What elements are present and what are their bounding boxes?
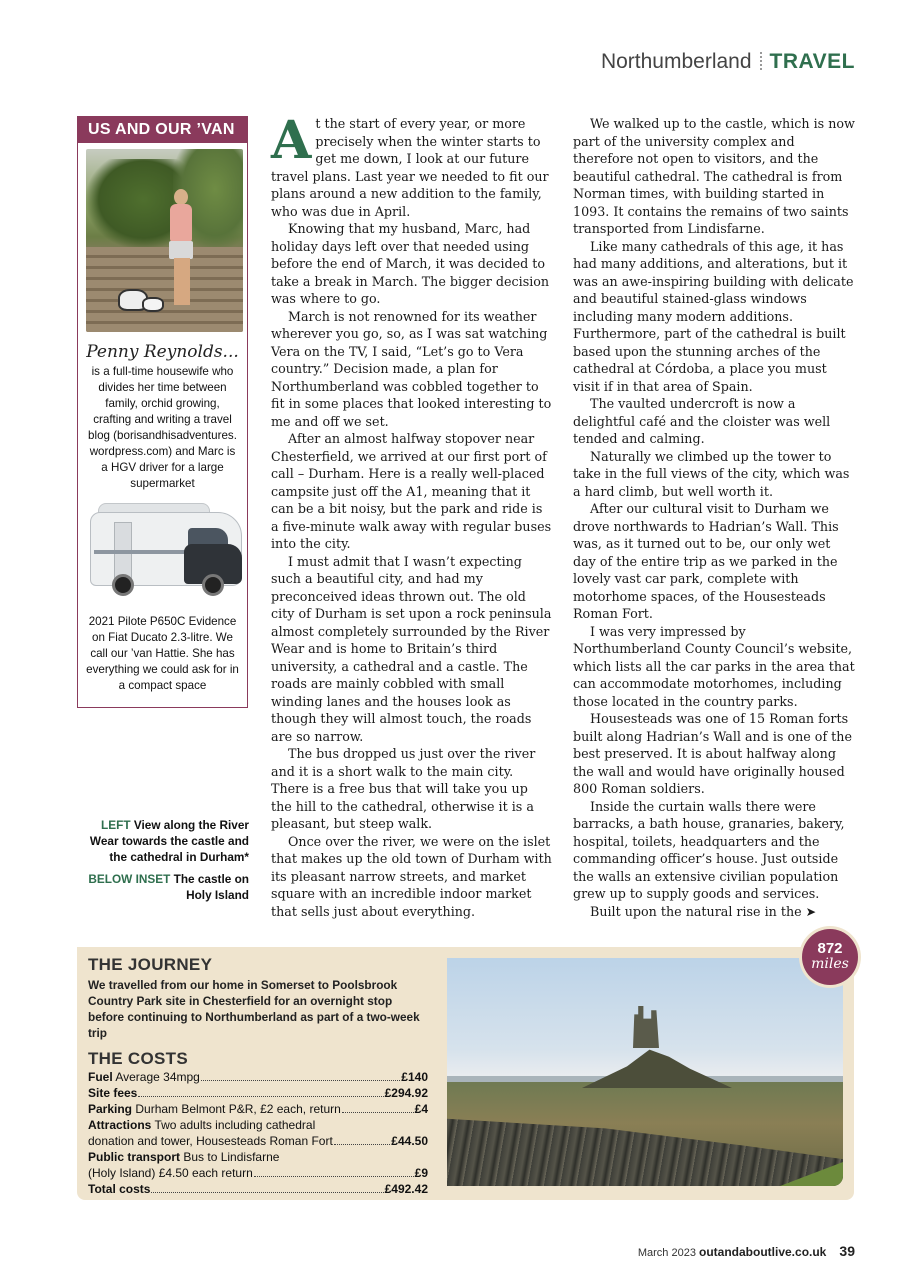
caption-inset-label: BELOW INSET [88, 872, 171, 886]
paragraph: Housesteads was one of 15 Roman forts built along Hadrian’s Wall and is one of the best preserved. It is about halfway along the wall and would have originally housed 800 Roman soldiers. [573, 711, 852, 796]
cost-row-cont: donation and tower, Housesteads Roman Fort £44.50 [88, 1134, 428, 1148]
miles-badge [802, 929, 858, 985]
paragraph: The vaulted undercroft is now a delightful café and the cloister was well tended and calming. [573, 396, 831, 446]
issue-date: March 2023 [637, 1247, 696, 1259]
journey-title: THE JOURNEY [88, 955, 213, 974]
drop-cap: A [271, 110, 312, 171]
website: outandaboutlive.co.uk [699, 1245, 827, 1259]
paragraph: March is not renowned for its weather wherever you go, so, as I was sat watching Vera on the TV, I said, “Let’s go to Vera country.” Decision made, a plan for Northumberland was cobbled together to fit in some places that looked interesting to me and off we set. [271, 308, 552, 429]
paragraph: Once over the river, we were on the islet that makes up the old town of Durham with its pleasant narrow streets, and market square with an incredible indoor market that sells just about everything. [271, 833, 552, 919]
journey-box [77, 947, 854, 1200]
category-name: TRAVEL [769, 50, 855, 73]
holy-island-photo [447, 958, 843, 1186]
cost-row: Public transport Bus to Lindisfarne [88, 1150, 280, 1164]
cost-row: Attractions Two adults including cathedral [88, 1118, 316, 1132]
section-name: Northumberland [600, 50, 752, 73]
paragraph: Naturally we climbed up the tower to take in the full views of the city, which was a hard climb, but well worth it. [573, 448, 850, 499]
miles-unit: miles [811, 956, 849, 972]
paragraph: Like many cathedrals of this age, it has had many additions, and alterations, but it was an awe-inspiring building with delicate and beautiful stained-glass windows including many modern additions. Furthermore, part of the cathedral is built based upon the stunning arches of the cathedral at Córdoba, a place you must visit if in that area of Spain. [573, 238, 854, 394]
author-name: Penny Reynolds... [86, 342, 239, 362]
caption-left-text: View along the River Wear towards the castle and the cathedral in Durham* [89, 818, 249, 864]
page-number: 39 [839, 1243, 855, 1259]
total-costs-row: Total costs £492.42 [88, 1182, 428, 1196]
motorhome-caption: 2021 Pilote P650C Evidence on Fiat Ducato 2.3-litre. We call our ’van Hattie. She has everything we could ask for in a compact space [86, 615, 239, 692]
paragraph: I must admit that I wasn’t expecting such a beautiful city, and had my preconceived ideas thrown out. The old city of Durham is set upon a rock peninsula almost completely surrounded by the River Wear and is home to Britain’s third university, a cathedral and a castle. The roads are mainly cobbled with small winding lanes and the houses look as though they will almost touch, the roads are so narrow. [271, 553, 552, 744]
paragraph: Inside the curtain walls there were barracks, a bath house, granaries, bakery, hospital, toilets, headquarters and the commanding officer’s house. Just outside the walls an extensive civilian population grew up to supply goods and services. [573, 798, 845, 901]
miles-number: 872 [817, 940, 843, 957]
paragraph: Built upon the natural rise in the ➤ [590, 903, 817, 919]
journey-description: We travelled from our home in Somerset to Poolsbrook Country Park site in Chesterfield for an overnight stop before continuing to Northumberland as part of a two-week trip [88, 978, 420, 1040]
page-footer [638, 1243, 855, 1259]
page-header [601, 50, 855, 74]
paragraph: t the start of every year, or more precisely when the winter starts to get me down, I look at our future travel plans. Last year we needed to fit our plans around a new addition to the family, who was due in April. [271, 116, 549, 219]
paragraph: Knowing that my husband, Marc, had holiday days left over that needed using before the end of March, it was decided to take a break in March. The bigger decision was where to go. [271, 221, 550, 306]
paragraph: After our cultural visit to Durham we drove northwards to Hadrian’s Wall. This was, as it turned out to be, our only wet day of the entire trip as we parked in the lovely vast car park, complete with motorhome spaces, of the Housesteads Roman Fort. [573, 501, 839, 621]
article-column-2 [573, 115, 856, 920]
motorhome-photo [84, 498, 243, 608]
sidebar-title: US AND OUR ’VAN [78, 117, 247, 143]
author-sidebar [77, 116, 248, 708]
caption-inset-text: The castle on Holy Island [173, 872, 249, 902]
header-divider [760, 52, 762, 70]
paragraph: The bus dropped us just over the river and it is a short walk to the main city. There is a free bus that will take you up the hill to the cathedral, otherwise it is a pleasant, but steep walk. [271, 746, 536, 831]
photo-captions [77, 817, 249, 909]
cost-row-cont: (Holy Island) £4.50 each return £9 [88, 1166, 428, 1180]
author-bio: is a full-time housewife who divides her time between family, orchid growing, crafting and writing a travel blog (borisandhisadventures. wordpress.com) and Marc is a HGV driver for a large supermarket [88, 365, 237, 490]
caption-left-label: LEFT [101, 818, 131, 832]
paragraph: After an almost halfway stopover near Chesterfield, we arrived at our first port of call – Durham. Here is a really well-placed campsite just off the A1, meaning that it can be a bit noisy, but the park and ride is a five-minute walk away with regular buses into the city. [271, 431, 552, 551]
article-column-1 [271, 110, 552, 920]
author-photo [86, 149, 243, 332]
cost-row: Site fees £294.92 [88, 1086, 428, 1100]
costs-title: THE COSTS [88, 1049, 188, 1068]
paragraph: I was very impressed by Northumberland County Council’s website, which lists all the car parks in the area that can accommodate motorhomes, including those located in the country parks. [573, 623, 855, 709]
paragraph: We walked up to the castle, which is now part of the university complex and therefore not open to visitors, and the beautiful cathedral. The cathedral is from Norman times, with building started in 1093. It contains the remains of two saints transported from Lindisfarne. [573, 116, 855, 236]
cost-row: Fuel Average 34mpg £140 [88, 1070, 428, 1084]
cost-row: Parking Durham Belmont P&R, £2 each, return £4 [88, 1102, 428, 1116]
